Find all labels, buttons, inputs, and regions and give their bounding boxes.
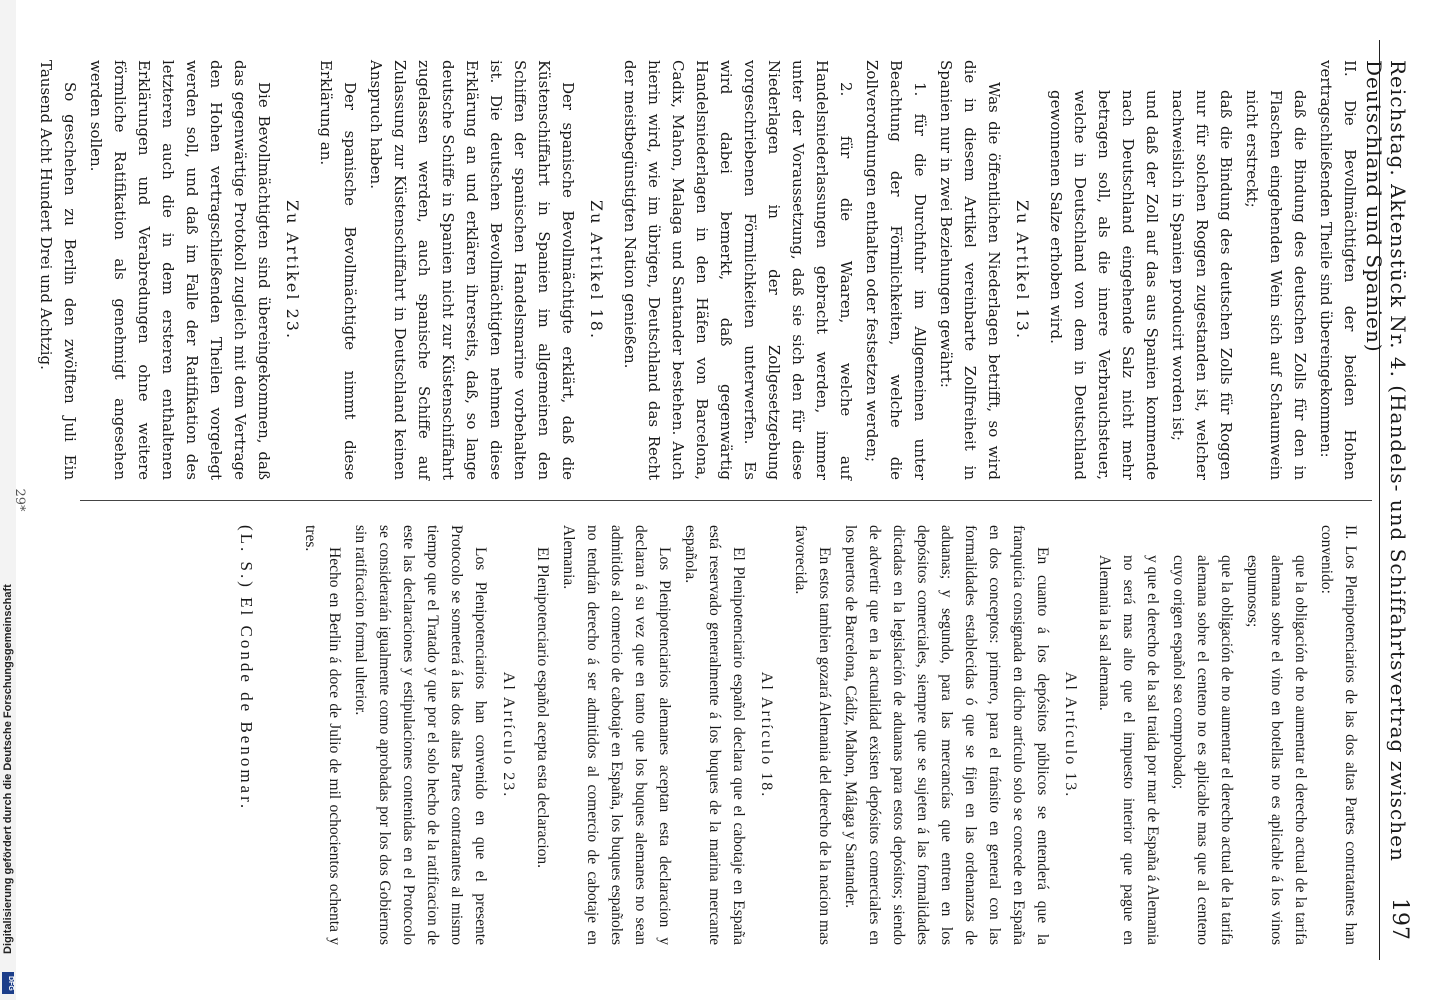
section-heading: Zu Artikel 23. (283, 199, 302, 341)
paragraph: II. Die Bevollmächtigten der beiden Hohen vertragschließenden Theile sind übereingekommen: (1317, 60, 1359, 480)
paragraph: que la obligación de no aumentar el derecho actual de la tarifa alemana sobre el centeno no es aplicable mas que al centeno cuyo origen español sea comprobado; (1170, 555, 1235, 945)
list-item: 2. für die Waaren, welche auf Handelsniederlassungen gebracht werden, immer unter der Voraussetzung, daß sie sich den für diese Niederlagen in der Zollgesetzgebung vorgeschriebenen Förmlichkeiten unterwerfen. Es wird dabei bemerkt, daß gegenwärtig Handelsniederlagen in den Häfen von Barcelona, Cadix, Mahon, Malaga und Santander bestehen. Auch hierin wird, wie im übrigen, Deutschland das Recht der meistbegünstigten Nation genießen. (621, 60, 855, 480)
running-head-title: Reichstag. Aktenstück Nr. 4. (Handels- und Schiffahrtsvertrag zwischen Deutschland und Spanien) (1362, 60, 1410, 862)
dfg-logo: DFG (2, 972, 14, 994)
page-number: 197 (1387, 898, 1412, 940)
spanish-column (234, 525, 1362, 945)
closing-line: Hecho en Berlin á doce de Julio de mil ochocientos ochenta y tres. (302, 525, 343, 945)
paragraph: Der spanische Bevollmächtigte nimmt diese Erklärung an. (317, 60, 359, 480)
section-heading: Al Artículo 13. (1062, 671, 1079, 799)
paragraph: Die Bevollmächtigten sind übereingekommen, daß das gegenwärtige Protokoll zugleich mit dem Vertrage den Hohen vertragschließenden Theilen vorgelegt werden soll, und daß im Falle der Ratifikation des letzteren auch die in dem ersteren enthaltenen Erklärungen und Verabredungen ohne weitere förmliche Ratifikation als genehmigt angesehen werden sollen. (87, 60, 273, 480)
section-heading: Al Artículo 23. (500, 671, 517, 799)
column-divider (80, 500, 1372, 501)
signature: (L. S.) El Conde de Benomar. (237, 525, 256, 812)
paragraph: und daß der Zoll auf das aus Spanien kommende nach Deutschland eingehende Salz nicht mehr betragen soll, als die innere Verbrauchsteuer, welche in Deutschland von dem in Deutschland gewonnenen Salze erhoben wird. (1047, 90, 1161, 480)
paragraph: y que el derecho de la sal traida por mar de España á Alemania no será mas alto que el impuesto interior que pague en Alemania la sal alemana. (1096, 555, 1161, 945)
paragraph: Was die öffentlichen Niederlagen betrifft, so wird die in diesem Artikel vereinbarte Zollfreiheit in Spanien nur in zwei Beziehungen gewährt: (937, 60, 1003, 480)
paragraph: En estos tambien gozará Alemania del derecho de la nacion mas favorecida. (792, 525, 833, 945)
paragraph: El Plenipotenciario español declara que el cabotaje en España está reservado generalmente á los buques de la marina mercante española. (682, 525, 747, 945)
digitization-credit: Digitalisierung gefördert durch die Deutsche Forschungsgemeinschaft (2, 584, 14, 954)
paragraph: daß die Bindung des deutschen Zolls für den in Flaschen eingehenden Wein sich auf Schaumwein nicht erstreckt; (1243, 90, 1309, 480)
section-heading: Al Artículo 18. (758, 671, 775, 799)
paragraph: II. Los Plenipotenciarios de las dos altas Partes contratantes han convenido: (1318, 525, 1359, 945)
header-rule (1379, 40, 1380, 960)
closing-line: So geschehen zu Berlin den zwölften Juli Ein Tausend Acht Hundert Drei und Achtzig. (37, 60, 79, 480)
list-item: 1. für die Durchfuhr im Allgemeinen unter Beachtung der Förmlichkeiten, welche die Zollverordnungen enthalten oder festsetzen werden; (863, 60, 929, 480)
paragraph: que la obligación de no aumentar el derecho actual de la tarifa alemana sobre el vino en botellas no es aplicable á los vinos espumosos; (1244, 555, 1309, 945)
german-column (0, 60, 1362, 480)
section-heading: Zu Artikel 13. (1013, 199, 1032, 341)
paragraph: En cuanto á los depósitos públicos se entenderá que la franquicia consignada en dicho artículo solo se concede en España en dos conceptos: primero, para el tránsito en general con las formalidades establecidas ó que se fijen en las ordenanzas de aduanas; y segundo, para las mercancías que entren en los depósitos comerciales, siempre que se sujeten á las formalidades dictadas en la legislación de aduanas para estos depósitos; siendo de advertir que en la actualidad existen depósitos comerciales en los puertos de Barcelona, Cádiz, Mahon, Málaga y Santander. (842, 525, 1051, 945)
paragraph: Los Plenipotenciarios alemanes aceptan esta declaracion y declaran á su vez que en tanto que los buques alemanes no sean admitidos al comercio de cabotaje en España, los buques españoles no tendrán derecho á ser admitidos al comercio de cabotaje en Alemania. (560, 525, 673, 945)
section-heading: Zu Artikel 18. (587, 199, 606, 341)
paragraph: Los Plenipotenciarios han convenido en que el presente Protocolo se someterá á las dos altas Partes contratantes al mismo tiempo que el Tratado y que por el solo hecho de la ratificacion de este las declaraciones y estipulaciones contenidas en el Protocolo se considerarán igualmente como aprobadas por los dos Gobiernos sin ratificacion formal ulterior. (352, 525, 489, 945)
paragraph: El Plenipotenciario español acepta esta declaracion. (534, 547, 551, 869)
footer-number: 29* (12, 488, 27, 512)
paragraph: Der spanische Bevollmächtigte erklärt, daß die Küstenschiffahrt in Spanien im allgemeinen den Schiffen der spanischen Handelsmarine vorbehalten ist. Die deutschen Bevollmächtigten nehmen diese Erklärung an und erklären ihrerseits, daß, so lange deutsche Schiffe in Spanien nicht zur Küstenschiffahrt zugelassen werden, auch spanische Schiffe auf Zulassung zur Küstenschiffahrt in Deutschland keinen Anspruch haben. (367, 60, 577, 480)
paragraph: daß die Bindung des deutschen Zolls für Roggen nur für solchen Roggen zugestanden ist, welcher nachweislich in Spanien producirt worden ist; (1169, 90, 1235, 480)
